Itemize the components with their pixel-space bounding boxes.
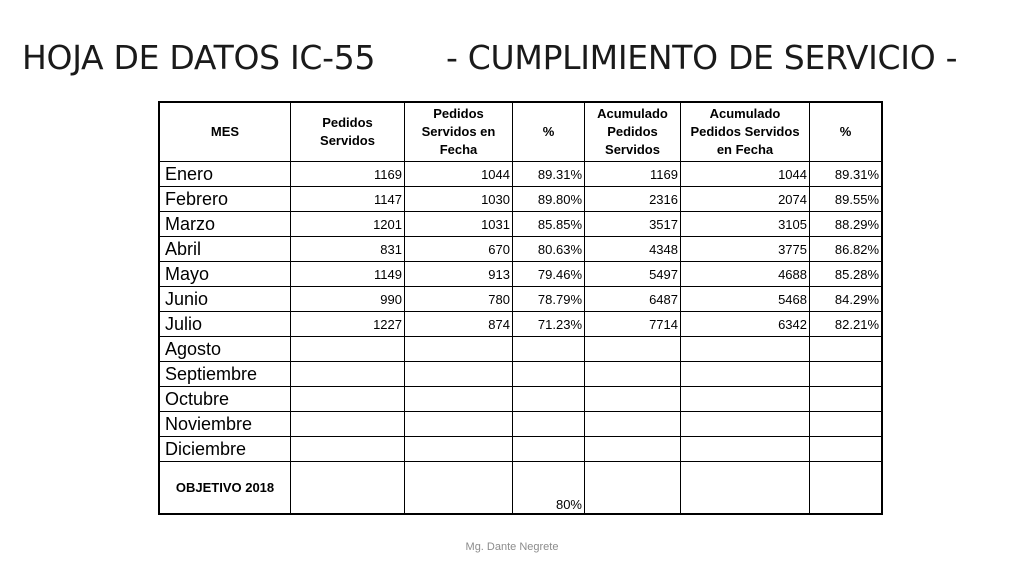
cell-pedidos-servidos-fecha: 780 xyxy=(405,287,513,312)
cell-percent: 78.79% xyxy=(513,287,585,312)
cell-pedidos-servidos-fecha: 1044 xyxy=(405,162,513,187)
cell-acumulado-percent xyxy=(810,362,882,387)
cell-acumulado-fecha: 1044 xyxy=(681,162,810,187)
cell-pedidos-servidos-fecha: 1031 xyxy=(405,212,513,237)
cell-pedidos-servidos-fecha xyxy=(405,362,513,387)
month-cell: Octubre xyxy=(160,387,291,412)
cell-acumulado-pedidos xyxy=(585,437,681,462)
cell-acumulado-percent xyxy=(810,412,882,437)
cell-acumulado-fecha: 4688 xyxy=(681,262,810,287)
header-acumulado-fecha: Acumulado Pedidos Servidos en Fecha xyxy=(681,103,810,162)
table-row xyxy=(160,212,882,237)
cell-pedidos-servidos-fecha: 1030 xyxy=(405,187,513,212)
cell-percent xyxy=(513,387,585,412)
cell-acumulado-pedidos: 4348 xyxy=(585,237,681,262)
header-mes: MES xyxy=(160,103,291,162)
cell-acumulado-fecha xyxy=(681,437,810,462)
objective-empty-cell xyxy=(810,462,882,514)
cell-acumulado-fecha: 3105 xyxy=(681,212,810,237)
cell-pedidos-servidos xyxy=(291,337,405,362)
header-pedidos-servidos: Pedidos Servidos xyxy=(291,103,405,162)
cell-percent: 89.31% xyxy=(513,162,585,187)
cell-acumulado-percent xyxy=(810,387,882,412)
cell-acumulado-fecha: 3775 xyxy=(681,237,810,262)
month-cell: Agosto xyxy=(160,337,291,362)
table-row xyxy=(160,237,882,262)
cell-pedidos-servidos-fecha: 874 xyxy=(405,312,513,337)
cell-pedidos-servidos: 1149 xyxy=(291,262,405,287)
cell-acumulado-pedidos: 2316 xyxy=(585,187,681,212)
month-cell: Mayo xyxy=(160,262,291,287)
month-cell: Marzo xyxy=(160,212,291,237)
cell-pedidos-servidos: 1201 xyxy=(291,212,405,237)
table-row xyxy=(160,387,882,412)
cell-pedidos-servidos xyxy=(291,387,405,412)
table-row xyxy=(160,312,882,337)
objective-empty-cell xyxy=(291,462,405,514)
cell-pedidos-servidos: 1147 xyxy=(291,187,405,212)
cell-acumulado-percent: 84.29% xyxy=(810,287,882,312)
month-cell: Julio xyxy=(160,312,291,337)
cell-acumulado-fecha xyxy=(681,362,810,387)
cell-percent xyxy=(513,412,585,437)
table-row xyxy=(160,412,882,437)
cell-acumulado-fecha: 5468 xyxy=(681,287,810,312)
cell-pedidos-servidos: 990 xyxy=(291,287,405,312)
cell-pedidos-servidos xyxy=(291,362,405,387)
service-compliance-table xyxy=(159,102,882,514)
objective-empty-cell xyxy=(405,462,513,514)
header-percent: % xyxy=(513,103,585,162)
month-cell: Noviembre xyxy=(160,412,291,437)
title-part-2: - CUMPLIMIENTO DE SERVICIO - xyxy=(446,38,958,77)
slide-title xyxy=(22,38,1012,88)
table-row xyxy=(160,362,882,387)
cell-percent: 79.46% xyxy=(513,262,585,287)
table-row xyxy=(160,262,882,287)
month-cell: Abril xyxy=(160,237,291,262)
cell-acumulado-percent xyxy=(810,437,882,462)
cell-acumulado-percent: 88.29% xyxy=(810,212,882,237)
cell-pedidos-servidos xyxy=(291,437,405,462)
cell-percent: 71.23% xyxy=(513,312,585,337)
month-cell: Enero xyxy=(160,162,291,187)
cell-percent: 89.80% xyxy=(513,187,585,212)
cell-acumulado-percent xyxy=(810,337,882,362)
cell-acumulado-pedidos: 5497 xyxy=(585,262,681,287)
cell-acumulado-fecha xyxy=(681,387,810,412)
cell-acumulado-pedidos xyxy=(585,387,681,412)
cell-pedidos-servidos-fecha: 913 xyxy=(405,262,513,287)
cell-acumulado-fecha xyxy=(681,412,810,437)
table-row xyxy=(160,187,882,212)
header-row xyxy=(160,103,882,162)
table-row xyxy=(160,337,882,362)
table-row xyxy=(160,437,882,462)
month-cell: Febrero xyxy=(160,187,291,212)
objective-label: OBJETIVO 2018 xyxy=(160,462,291,514)
header-acumulado-pedidos: Acumulado Pedidos Servidos xyxy=(585,103,681,162)
cell-acumulado-percent: 82.21% xyxy=(810,312,882,337)
cell-pedidos-servidos-fecha xyxy=(405,412,513,437)
cell-acumulado-pedidos xyxy=(585,362,681,387)
cell-pedidos-servidos-fecha xyxy=(405,387,513,412)
month-cell: Septiembre xyxy=(160,362,291,387)
cell-acumulado-percent: 89.31% xyxy=(810,162,882,187)
cell-pedidos-servidos: 1169 xyxy=(291,162,405,187)
cell-percent xyxy=(513,437,585,462)
objective-empty-cell xyxy=(585,462,681,514)
cell-percent: 80.63% xyxy=(513,237,585,262)
objective-row xyxy=(160,462,882,514)
cell-acumulado-percent: 89.55% xyxy=(810,187,882,212)
cell-pedidos-servidos: 831 xyxy=(291,237,405,262)
cell-acumulado-fecha xyxy=(681,337,810,362)
cell-acumulado-fecha: 6342 xyxy=(681,312,810,337)
cell-acumulado-pedidos: 6487 xyxy=(585,287,681,312)
cell-percent xyxy=(513,362,585,387)
objective-value: 80% xyxy=(513,462,585,514)
cell-pedidos-servidos-fecha: 670 xyxy=(405,237,513,262)
cell-acumulado-percent: 85.28% xyxy=(810,262,882,287)
header-acumulado-percent: % xyxy=(810,103,882,162)
header-pedidos-servidos-fecha: Pedidos Servidos en Fecha xyxy=(405,103,513,162)
cell-percent xyxy=(513,337,585,362)
cell-percent: 85.85% xyxy=(513,212,585,237)
cell-pedidos-servidos: 1227 xyxy=(291,312,405,337)
cell-pedidos-servidos-fecha xyxy=(405,437,513,462)
objective-empty-cell xyxy=(681,462,810,514)
cell-acumulado-pedidos: 7714 xyxy=(585,312,681,337)
table-row xyxy=(160,162,882,187)
cell-acumulado-pedidos xyxy=(585,337,681,362)
table-row xyxy=(160,287,882,312)
cell-pedidos-servidos-fecha xyxy=(405,337,513,362)
cell-pedidos-servidos xyxy=(291,412,405,437)
footer-author: Mg. Dante Negrete xyxy=(465,541,559,553)
title-part-1: HOJA DE DATOS IC-55 xyxy=(22,38,376,77)
cell-acumulado-fecha: 2074 xyxy=(681,187,810,212)
cell-acumulado-pedidos: 3517 xyxy=(585,212,681,237)
cell-acumulado-pedidos xyxy=(585,412,681,437)
month-cell: Diciembre xyxy=(160,437,291,462)
cell-acumulado-percent: 86.82% xyxy=(810,237,882,262)
month-cell: Junio xyxy=(160,287,291,312)
cell-acumulado-pedidos: 1169 xyxy=(585,162,681,187)
